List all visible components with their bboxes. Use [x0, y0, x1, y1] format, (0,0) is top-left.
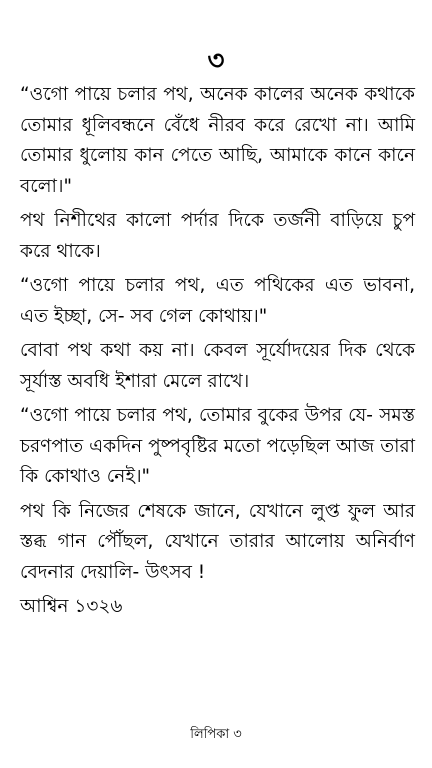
paragraph-3: “ওগো পায়ে চলার পথ, এত পথিকের এত ভাবনা, এত ইচ্ছা, সে- সব গেল কোথায়।"	[20, 275, 415, 327]
paragraph-6: পথ কি নিজের শেষকে জানে, যেখানে লুপ্ত ফুল আর স্তব্ধ গান পৌঁছল, যেখানে তারার আলোয় অনির্বাণ বেদনার দেয়ালি- উৎসব !	[20, 500, 415, 583]
paragraph-4: বোবা পথ কথা কয় না। কেবল সূর্যোদয়ের দিক থেকে সূর্যাস্ত অবধি ইশারা মেলে রাখে।	[20, 340, 415, 392]
page-footer: লিপিকা ৩	[190, 727, 242, 742]
paragraph-1: “ওগো পায়ে চলার পথ, অনেক কালের অনেক কথাকে তোমার ধূলিবন্ধনে বেঁধে নীরব করে রেখো না। আমি তোমার ধুলোয় কান পেতে আছি, আমাকে কানে কানে বলো।"	[20, 84, 415, 197]
paragraph-2: পথ নিশীথের কালো পর্দার দিকে তর্জনী বাড়িয়ে চুপ করে থাকে।	[20, 210, 415, 262]
paragraph-5: “ওগো পায়ে চলার পথ, তোমার বুকের উপর যে- সমস্ত চরণপাত একদিন পুষ্পবৃষ্টির মতো পড়েছিল আজ তারা কি কোথাও নেই।"	[20, 405, 415, 487]
body-text	[20, 80, 415, 623]
chapter-number: ৩	[207, 46, 225, 76]
date-line: আশ্বিন ১৩২৬	[20, 596, 123, 617]
